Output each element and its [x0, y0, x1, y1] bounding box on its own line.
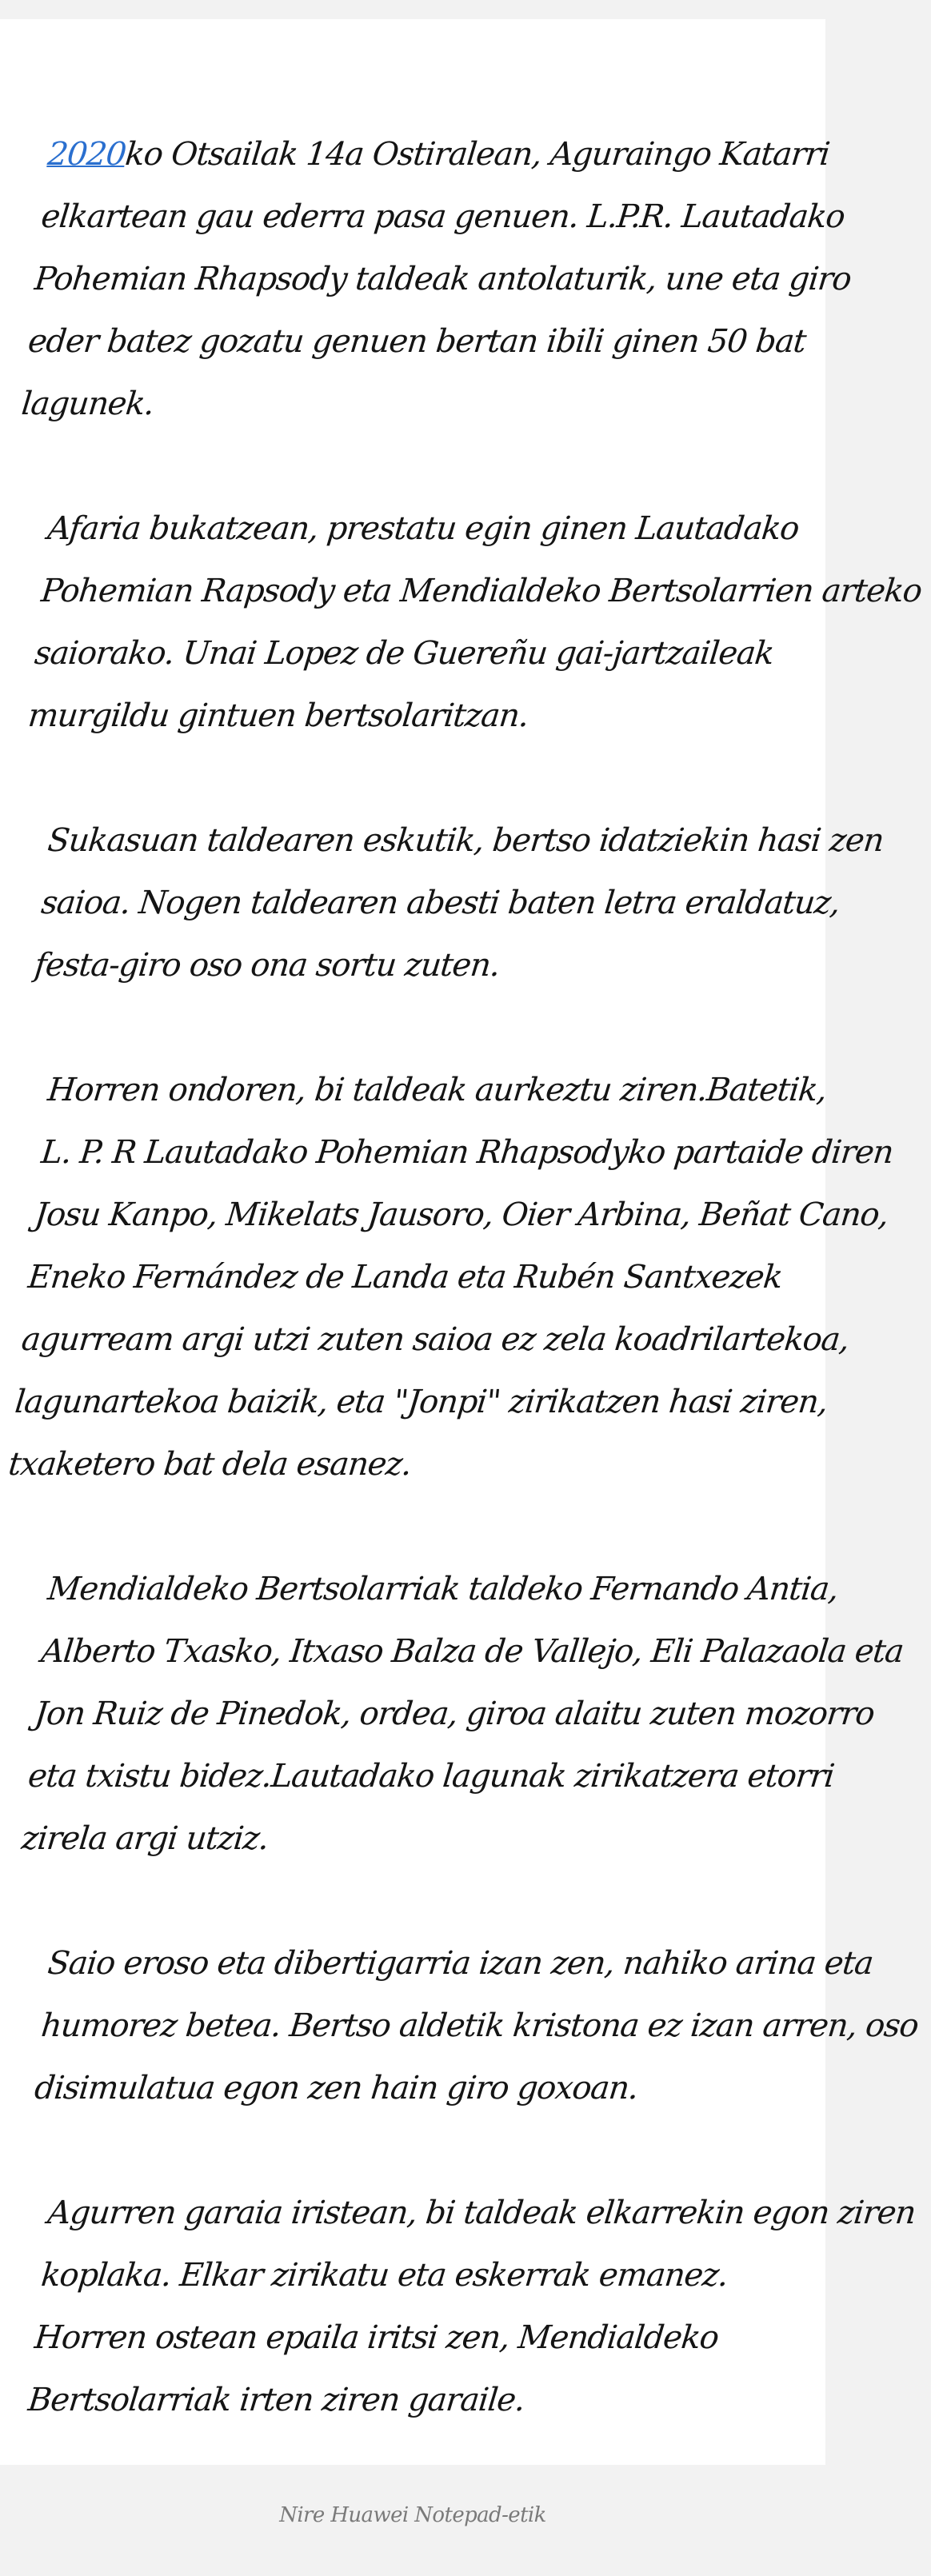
- footer: [0, 2465, 825, 2576]
- text-line: saioa. Nogen taldearen abesti baten letra eraldatuz,: [39, 885, 841, 921]
- text-line: Sukasuan taldearen eskutik, bertso idatziekin hasi zen: [46, 822, 885, 859]
- text-line: Eneko Fernández de Landa eta Rubén Santxezek: [26, 1259, 784, 1296]
- text-line: festa-giro oso ona sortu zuten.: [33, 947, 501, 984]
- paragraph-3: [31, 809, 885, 996]
- text-line: Saio eroso eta dibertigarria izan zen, nahiko arina eta: [46, 1945, 875, 1982]
- paragraph-4: [6, 1059, 895, 1496]
- text-line: txaketero bat dela esanez.: [6, 1446, 414, 1483]
- paragraph-6: [31, 1932, 920, 2119]
- text-line: agurream argi utzi zuten saioa ez zela koadrilartekoa,: [19, 1321, 851, 1358]
- text-line: lagunartekoa baizik, eta "Jonpi" zirikatzen hasi ziren,: [13, 1384, 829, 1420]
- text-line: saiorako. Unai Lopez de Guereñu gai-jartzaileak: [33, 635, 776, 672]
- text-line: L. P. R Lautadako Pohemian Rhapsodyko partaide diren: [39, 1134, 895, 1171]
- text-line: elkartean gau ederra pasa genuen. L.P.R. Lautadako: [39, 198, 846, 235]
- text-line: koplaka. Elkar zirikatu eta eskerrak emanez.: [39, 2257, 729, 2294]
- paragraph-1: [18, 123, 853, 435]
- note-card: [0, 19, 924, 2465]
- top-strip: [0, 0, 825, 19]
- text-line: Pohemian Rapsody eta Mendialdeko Bertsolarrien arteko: [39, 573, 924, 609]
- text-line: Agurren garaia iristean, bi taldeak elkarrekin egon ziren: [46, 2195, 917, 2231]
- text-line: zirela argi utziz.: [19, 1820, 270, 1857]
- note-content: [6, 123, 924, 2494]
- line-text: ko Otsailak 14a Ostiralean, Aguraingo Katarri: [123, 136, 831, 173]
- text-line: Jon Ruiz de Pinedok, ordea, giroa alaitu zuten mozorro: [33, 1695, 876, 1732]
- text-line: Alberto Txasko, Itxaso Balza de Vallejo, Eli Palazaola eta: [39, 1633, 905, 1670]
- text-line: eder batez gozatu genuen bertan ibili ginen 50 bat: [26, 323, 808, 360]
- text-line: [45, 123, 831, 186]
- text-line: Mendialdeko Bertsolarriak taldeko Fernando Antia,: [46, 1571, 840, 1608]
- paragraph-5: [18, 1558, 905, 1870]
- text-line: humorez betea. Bertso aldetik kristona ez izan arren, oso: [39, 2007, 920, 2044]
- text-line: Bertsolarriak irten ziren garaile.: [26, 2382, 526, 2418]
- text-line: eta txistu bidez.Lautadako lagunak zirikatzera etorri: [26, 1758, 836, 1795]
- text-line: murgildu gintuen bertsolaritzan.: [26, 697, 530, 734]
- text-line: Josu Kanpo, Mikelats Jausoro, Oier Arbina, Beñat Cano,: [33, 1196, 890, 1233]
- text-line: Horren ostean epaila iritsi zen, Mendialdeko: [33, 2319, 721, 2356]
- footer-signature: Nire Huawei Notepad-etik: [279, 2503, 546, 2527]
- text-line: lagunek.: [19, 385, 156, 422]
- text-line: Pohemian Rhapsody taldeak antolaturik, une eta giro: [33, 261, 853, 298]
- paragraph-2: [25, 497, 924, 747]
- year-link[interactable]: 2020: [46, 136, 128, 173]
- text-line: disimulatua egon zen hain giro goxoan.: [33, 2070, 640, 2107]
- paragraph-7: [25, 2182, 917, 2431]
- text-line: Horren ondoren, bi taldeak aurkeztu ziren.Batetik,: [46, 1072, 829, 1108]
- text-line: Afaria bukatzean, prestatu egin ginen Lautadako: [46, 510, 801, 547]
